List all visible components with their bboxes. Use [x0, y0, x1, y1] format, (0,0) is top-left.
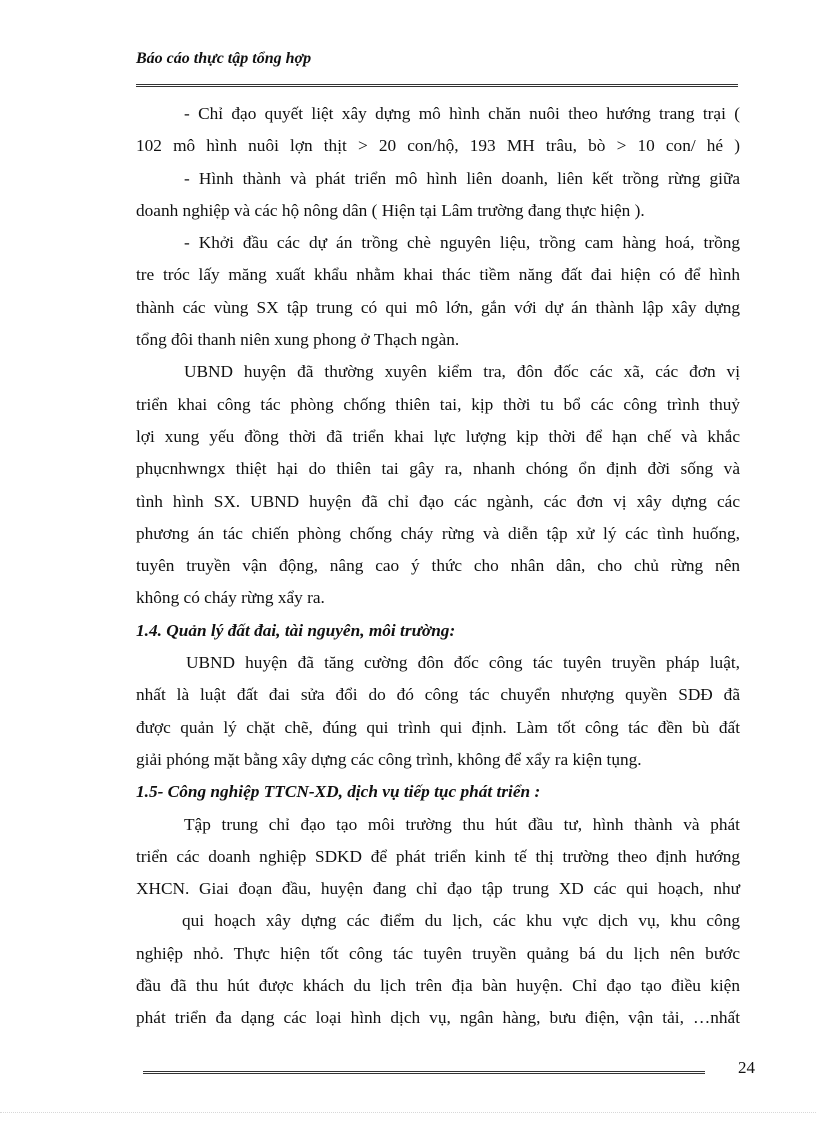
section-heading-1-4: 1.4. Quản lý đất đai, tài nguyên, môi trường:: [136, 620, 456, 640]
header-divider: [136, 84, 738, 87]
section-heading-1-5: 1.5- Công nghiệp TTCN-XD, dịch vụ tiếp tục phát triển :: [136, 782, 541, 802]
text-line: tổng đôi thanh niên xung phong ở Thạch ngàn.: [136, 330, 460, 350]
text-line: triển các doanh nghiệp SDKD để phát triển kinh tế thị trường theo định hướng: [136, 846, 740, 866]
footer-divider: [143, 1071, 705, 1074]
document-header-title: Báo cáo thực tập tổng hợp: [136, 50, 312, 67]
text-line: phát triển đa dạng các loại hình dịch vụ, ngân hàng, bưu điện, vận tải, …nhất: [136, 1008, 740, 1028]
text-line: tre tróc lấy măng xuất khẩu nhằm khai thác tiềm năng đất đai hiện có để hình: [136, 265, 740, 285]
page-bottom-border: [0, 1112, 816, 1113]
text-line: được quản lý chặt chẽ, đúng qui trình qui định. Làm tốt công tác đền bù đất: [136, 717, 740, 737]
text-line: doanh nghiệp và các hộ nông dân ( Hiện tại Lâm trường đang thực hiện ).: [136, 200, 645, 220]
text-line: phụcnhwngx thiệt hại do thiên tai gây ra, nhanh chóng ổn định đời sống và: [136, 459, 740, 479]
text-line: giải phóng mặt bằng xây dựng các công trình, không để xẩy ra kiện tụng.: [136, 749, 642, 769]
text-line: 102 mô hình nuôi lợn thịt > 20 con/hộ, 193 MH trâu, bò > 10 con/ hé ): [136, 136, 740, 156]
text-line: UBND huyện đã tăng cường đôn đốc công tác tuyên truyền pháp luật,: [186, 653, 740, 673]
text-line: triển khai công tác phòng chống thiên tai, kịp thời tu bổ các công trình thuỷ: [136, 394, 740, 414]
text-line: - Chỉ đạo quyết liệt xây dựng mô hình chăn nuôi theo hướng trang trại (: [184, 104, 740, 123]
text-line: nghiệp nhỏ. Thực hiện tốt công tác tuyên truyền quảng bá du lịch nên bước: [136, 943, 740, 963]
text-line: lợi xung yếu đồng thời đã triển khai lực lượng kịp thời để hạn chế và khắc: [136, 426, 740, 446]
text-line: UBND huyện đã thường xuyên kiểm tra, đôn đốc các xã, các đơn vị: [184, 362, 740, 382]
text-line: XHCN. Giai đoạn đầu, huyện đang chỉ đạo tập trung XD các qui hoạch, như: [136, 879, 740, 899]
text-line: không có cháy rừng xẩy ra.: [136, 588, 325, 608]
text-line: phương án tác chiến phòng chống cháy rừng và diễn tập xử lý các tình huống,: [136, 523, 740, 543]
document-body: [136, 98, 740, 1035]
page-number: 24: [738, 1058, 755, 1077]
text-line: - Hình thành và phát triển mô hình liên doanh, liên kết trồng rừng giữa: [184, 168, 740, 188]
text-line: - Khởi đầu các dự án trồng chè nguyên liệu, trồng cam hàng hoá, trồng: [184, 233, 740, 253]
text-line: qui hoạch xây dựng các điểm du lịch, các khu vực dịch vụ, khu công: [182, 911, 740, 931]
text-line: thành các vùng SX tập trung có qui mô lớn, gắn với dự án thành lập xây dựng: [136, 297, 740, 317]
text-line: nhất là luật đất đai sửa đổi do đó công tác chuyển nhượng quyền SDĐ đã: [136, 685, 740, 705]
text-line: tình hình SX. UBND huyện đã chỉ đạo các ngành, các đơn vị xây dựng các: [136, 491, 740, 511]
text-line: tuyên truyền vận động, nâng cao ý thức cho nhân dân, cho chủ rừng nên: [136, 556, 740, 576]
text-line: Tập trung chỉ đạo tạo môi trường thu hút đầu tư, hình thành và phát: [184, 814, 740, 834]
text-line: đầu đã thu hút được khách du lịch trên địa bàn huyện. Chỉ đạo tạo điều kiện: [136, 976, 740, 996]
